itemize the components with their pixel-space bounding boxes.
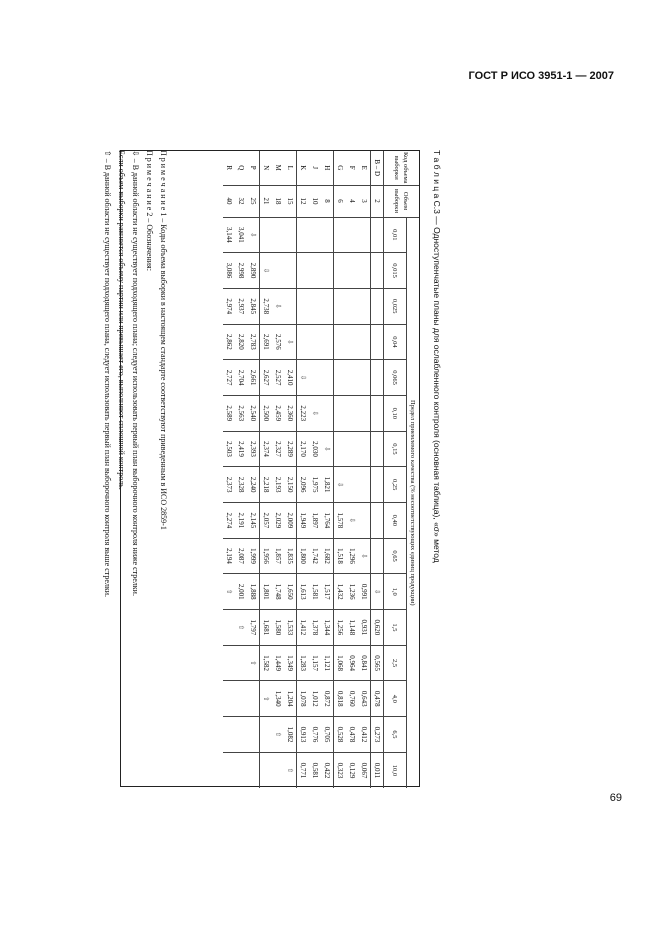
table-cell: 0,011 bbox=[371, 752, 384, 788]
table-cell bbox=[272, 253, 284, 289]
table-cell: 1,517 bbox=[321, 574, 334, 610]
table-cell: 1,956 bbox=[260, 538, 273, 574]
table-cell: 0,964 bbox=[346, 645, 358, 681]
row-sample-size: 32 bbox=[235, 185, 247, 217]
row-code: L bbox=[286, 165, 294, 170]
table-cell bbox=[334, 253, 347, 289]
row-sample-size: 4 bbox=[346, 185, 358, 217]
table-cell bbox=[284, 752, 297, 788]
aql-value: 0,015 bbox=[384, 253, 407, 289]
table-cell: 0,913 bbox=[297, 717, 310, 753]
row-sample-size: 8 bbox=[321, 185, 334, 217]
table-cell bbox=[334, 431, 347, 467]
table-cell: 2,576 bbox=[272, 324, 284, 360]
table-cell bbox=[309, 395, 321, 431]
table-cell bbox=[346, 217, 358, 253]
up-arrow-icon: ⇧ bbox=[249, 660, 257, 667]
table-cell: 1,580 bbox=[272, 610, 284, 646]
table-cell: 0,620 bbox=[371, 610, 384, 646]
table-cell: 2,328 bbox=[235, 467, 247, 503]
table-cell: 2,783 bbox=[247, 324, 260, 360]
table-cell: 1,296 bbox=[346, 538, 358, 574]
note-2: П р и м е ч а н и е 2 – Обозначения: bbox=[145, 150, 154, 271]
row-sample-size: 15 bbox=[284, 185, 297, 217]
table-cell: 1,801 bbox=[260, 574, 273, 610]
table-cell bbox=[223, 681, 235, 717]
row-code: M bbox=[274, 164, 282, 171]
table-cell bbox=[309, 217, 321, 253]
table-cell: 0,528 bbox=[334, 717, 347, 753]
table-cell: 2,503 bbox=[223, 431, 235, 467]
row-code: K bbox=[297, 151, 310, 185]
table-cell bbox=[321, 324, 334, 360]
table-cell bbox=[358, 538, 371, 574]
table-cell: 1,068 bbox=[334, 645, 347, 681]
table-cell: 0,129 bbox=[346, 752, 358, 788]
table-cell bbox=[371, 324, 384, 360]
table-cell: 2,360 bbox=[284, 395, 297, 431]
down-arrow-icon: ⇩ bbox=[348, 517, 356, 524]
table-cell: 2,218 bbox=[260, 467, 273, 503]
table-cell bbox=[371, 288, 384, 324]
document-header: ГОСТ Р ИСО 3951-1 — 2007 bbox=[468, 70, 614, 82]
aql-value: 2,5 bbox=[384, 645, 407, 681]
table-cell: 1,821 bbox=[321, 467, 334, 503]
table-cell: 1,897 bbox=[309, 503, 321, 539]
table-cell: 0,705 bbox=[321, 717, 334, 753]
row-code: H bbox=[323, 165, 331, 171]
aql-value: 0,40 bbox=[384, 503, 407, 539]
table-cell: 0,872 bbox=[321, 681, 334, 717]
aql-value: 0,065 bbox=[384, 360, 407, 396]
aql-value: 4,0 bbox=[384, 681, 407, 717]
table-cell: 2,029 bbox=[272, 503, 284, 539]
table-cell: 1,449 bbox=[272, 645, 284, 681]
table-cell: 2,170 bbox=[297, 431, 310, 467]
table-cell: 0,323 bbox=[334, 752, 347, 788]
table-caption: Т а б л и ц а С.3 — Одноступенчатые планы для ослабленного контроля (основная таблица), «σ» метод bbox=[432, 150, 442, 563]
table-cell: 1,857 bbox=[272, 538, 284, 574]
table-cell bbox=[371, 503, 384, 539]
row-code: E bbox=[360, 165, 368, 170]
table-cell bbox=[346, 324, 358, 360]
table-cell: 1,797 bbox=[247, 610, 260, 646]
table-cell: 0,776 bbox=[309, 717, 321, 753]
table-cell: 1,078 bbox=[297, 681, 310, 717]
aql-value: 6,5 bbox=[384, 717, 407, 753]
table-cell bbox=[346, 431, 358, 467]
table-cell: 2,661 bbox=[247, 360, 260, 396]
table-row bbox=[297, 151, 310, 788]
table-cell: 1,236 bbox=[346, 574, 358, 610]
down-arrow-icon: ⇩ bbox=[262, 267, 270, 274]
table-cell: 2,691 bbox=[260, 324, 273, 360]
table-cell bbox=[272, 752, 284, 788]
table-cell bbox=[297, 360, 310, 396]
table-cell: 2,374 bbox=[260, 431, 273, 467]
table-cell bbox=[272, 217, 284, 253]
table-cell bbox=[223, 752, 235, 788]
col-size-header: Объем выборки bbox=[384, 185, 420, 217]
table-cell bbox=[334, 324, 347, 360]
table-cell bbox=[358, 253, 371, 289]
table-cell: 2,087 bbox=[235, 538, 247, 574]
table-row bbox=[272, 151, 284, 788]
row-sample-size: 12 bbox=[297, 185, 310, 217]
table-cell bbox=[321, 431, 334, 467]
table-cell: 0,422 bbox=[321, 752, 334, 788]
row-sample-size: 10 bbox=[309, 185, 321, 217]
table-cell bbox=[309, 288, 321, 324]
table-cell: 2,890 bbox=[247, 253, 260, 289]
row-code: J bbox=[311, 166, 319, 170]
table-cell bbox=[297, 324, 310, 360]
table-cell bbox=[260, 681, 273, 717]
table-cell bbox=[334, 288, 347, 324]
table-cell: 3,041 bbox=[235, 217, 247, 253]
table-cell bbox=[321, 253, 334, 289]
table-cell: 2,191 bbox=[235, 503, 247, 539]
table-cell: 3,144 bbox=[223, 217, 235, 253]
up-arrow-icon: ⇧ bbox=[286, 767, 294, 774]
table-cell bbox=[371, 467, 384, 503]
table-cell: 0,412 bbox=[358, 717, 371, 753]
up-arrow-icon: ⇧ bbox=[237, 624, 245, 631]
table-cell: 2,289 bbox=[284, 431, 297, 467]
row-sample-size: 40 bbox=[223, 185, 235, 217]
table-cell bbox=[297, 217, 310, 253]
table-cell bbox=[247, 217, 260, 253]
table-cell bbox=[358, 467, 371, 503]
table-cell bbox=[247, 681, 260, 717]
table-cell: 1,148 bbox=[346, 610, 358, 646]
plans-table bbox=[223, 151, 419, 788]
table-cell: 2,563 bbox=[235, 395, 247, 431]
table-cell bbox=[371, 253, 384, 289]
aql-value: 0,01 bbox=[384, 217, 407, 253]
table-row bbox=[346, 151, 358, 788]
table-row bbox=[260, 151, 273, 788]
table-cell: 0,581 bbox=[309, 752, 321, 788]
table-cell: 1,800 bbox=[297, 538, 310, 574]
table-cell bbox=[260, 253, 273, 289]
up-arrow-icon: ⇧ bbox=[262, 695, 270, 702]
table-cell bbox=[358, 395, 371, 431]
table-cell: 2,727 bbox=[223, 360, 235, 396]
table-cell: 1,748 bbox=[272, 574, 284, 610]
down-arrow-icon: ⇩ bbox=[373, 588, 381, 595]
table-cell bbox=[247, 717, 260, 753]
table-cell bbox=[346, 503, 358, 539]
up-arrow-icon: ⇧ bbox=[274, 731, 282, 738]
table-cell: 1,613 bbox=[297, 574, 310, 610]
table-cell: 2,419 bbox=[235, 431, 247, 467]
table-cell: 1,533 bbox=[284, 610, 297, 646]
table-row bbox=[247, 151, 260, 788]
table-cell: 2,193 bbox=[272, 467, 284, 503]
table-cell bbox=[371, 431, 384, 467]
table-cell bbox=[260, 752, 273, 788]
aql-value: 0,15 bbox=[384, 431, 407, 467]
row-sample-size: 2 bbox=[371, 185, 384, 217]
aql-value: 0,04 bbox=[384, 324, 407, 360]
table-cell bbox=[358, 360, 371, 396]
table-cell bbox=[309, 253, 321, 289]
table-cell: 2,738 bbox=[260, 288, 273, 324]
table-cell: 2,527 bbox=[272, 360, 284, 396]
table-cell: 2,974 bbox=[223, 288, 235, 324]
note-down-arrow: ⇩ – В данной области не существует подходящего плана; следует использовать первый план выборочного контроля ниже стрелки. bbox=[131, 150, 140, 596]
table-cell: 2,704 bbox=[235, 360, 247, 396]
aql-value: 0,025 bbox=[384, 288, 407, 324]
table-cell: 2,998 bbox=[235, 253, 247, 289]
table-cell: 2,150 bbox=[284, 467, 297, 503]
table-cell bbox=[334, 395, 347, 431]
table-cell: 0,565 bbox=[371, 645, 384, 681]
aql-value: 0,25 bbox=[384, 467, 407, 503]
table-cell bbox=[358, 217, 371, 253]
table-cell: 1,518 bbox=[334, 538, 347, 574]
table-cell: 2,030 bbox=[309, 431, 321, 467]
table-cell: 2,194 bbox=[223, 538, 235, 574]
table-cell: 1,650 bbox=[284, 574, 297, 610]
table-cell bbox=[272, 717, 284, 753]
table-cell: 1,256 bbox=[334, 610, 347, 646]
table-cell bbox=[334, 360, 347, 396]
table-cell: 2,223 bbox=[297, 395, 310, 431]
aql-value: 1,0 bbox=[384, 574, 407, 610]
table-cell: 2,274 bbox=[223, 503, 235, 539]
table-cell bbox=[371, 538, 384, 574]
table-cell: 0,067 bbox=[358, 752, 371, 788]
table-cell: 2,820 bbox=[235, 324, 247, 360]
note-1: П р и м е ч а н и е 1 – Коды объема выборки в настоящем стандарте соответствуют приведенным в ИСО 2859-1 bbox=[159, 150, 168, 530]
table-cell: 1,283 bbox=[297, 645, 310, 681]
row-code: R bbox=[225, 165, 233, 171]
table-row bbox=[223, 151, 235, 788]
table-cell bbox=[260, 717, 273, 753]
down-arrow-icon: ⇩ bbox=[286, 338, 294, 345]
table-row bbox=[235, 151, 247, 788]
table-cell: 2,096 bbox=[297, 467, 310, 503]
table-cell bbox=[321, 288, 334, 324]
table-cell: 2,145 bbox=[247, 503, 260, 539]
table-cell: 0,273 bbox=[371, 717, 384, 753]
aql-value: 1,5 bbox=[384, 610, 407, 646]
table-cell: 1,578 bbox=[334, 503, 347, 539]
table-cell bbox=[235, 681, 247, 717]
table-cell: 1,582 bbox=[260, 645, 273, 681]
table-cell: 0,478 bbox=[371, 681, 384, 717]
row-sample-size: 18 bbox=[272, 185, 284, 217]
down-arrow-icon: ⇩ bbox=[274, 303, 282, 310]
row-code: P bbox=[249, 165, 257, 170]
table-cell bbox=[309, 324, 321, 360]
table-cell bbox=[235, 752, 247, 788]
table-cell: 2,009 bbox=[284, 503, 297, 539]
table-cell bbox=[235, 610, 247, 646]
table-cell: 2,001 bbox=[235, 574, 247, 610]
table-cell: 2,627 bbox=[260, 360, 273, 396]
table-cell: 1,378 bbox=[309, 610, 321, 646]
table-cell: 1,888 bbox=[247, 574, 260, 610]
table-cell bbox=[260, 217, 273, 253]
table-cell: 0,991 bbox=[358, 574, 371, 610]
table-cell: 1,121 bbox=[321, 645, 334, 681]
down-arrow-icon: ⇩ bbox=[249, 231, 257, 238]
table-cell: 1,412 bbox=[297, 610, 310, 646]
table-cell bbox=[371, 360, 384, 396]
table-cell: 1,157 bbox=[309, 645, 321, 681]
row-code: G bbox=[334, 151, 347, 185]
table-cell bbox=[371, 395, 384, 431]
table-cell bbox=[223, 717, 235, 753]
table-cell bbox=[284, 324, 297, 360]
row-code: F bbox=[348, 165, 356, 170]
table-row bbox=[321, 151, 334, 788]
table-cell bbox=[284, 217, 297, 253]
table-cell bbox=[346, 395, 358, 431]
table-cell: 1,082 bbox=[284, 717, 297, 753]
table-cell: 2,240 bbox=[247, 467, 260, 503]
table-cell: 0,931 bbox=[358, 610, 371, 646]
table-row bbox=[371, 151, 384, 788]
table-cell: 2,845 bbox=[247, 288, 260, 324]
table-cell: 1,949 bbox=[297, 503, 310, 539]
aql-value: 0,10 bbox=[384, 395, 407, 431]
table-cell bbox=[223, 574, 235, 610]
table-cell: 1,835 bbox=[284, 538, 297, 574]
table-cell: 2,459 bbox=[272, 395, 284, 431]
table-cell: 2,540 bbox=[247, 395, 260, 431]
table-cell: 1,349 bbox=[284, 645, 297, 681]
table-cell: 2,589 bbox=[223, 395, 235, 431]
row-sample-size: 25 bbox=[247, 185, 260, 217]
table-cell: 1,204 bbox=[284, 681, 297, 717]
down-arrow-icon: ⇩ bbox=[299, 374, 307, 381]
table-cell bbox=[346, 360, 358, 396]
down-arrow-icon: ⇩ bbox=[336, 481, 344, 488]
table-cell bbox=[334, 467, 347, 503]
table-cell: 2,327 bbox=[272, 431, 284, 467]
table-cell bbox=[321, 395, 334, 431]
table-cell bbox=[284, 253, 297, 289]
table-cell: 0,643 bbox=[358, 681, 371, 717]
table-cell: 0,771 bbox=[297, 752, 310, 788]
table-cell: 1,742 bbox=[309, 538, 321, 574]
page-number: 69 bbox=[609, 792, 622, 804]
table-cell: 2,410 bbox=[284, 360, 297, 396]
table-cell bbox=[223, 645, 235, 681]
table-cell bbox=[371, 574, 384, 610]
table-cell: 1,764 bbox=[321, 503, 334, 539]
table-row bbox=[358, 151, 371, 788]
table-cell: 1,681 bbox=[260, 610, 273, 646]
up-arrow-icon: ⇧ bbox=[225, 588, 233, 595]
table-cell: 1,344 bbox=[321, 610, 334, 646]
table-cell bbox=[346, 467, 358, 503]
table-cell bbox=[334, 217, 347, 253]
table-cell bbox=[247, 752, 260, 788]
table-cell: 2,500 bbox=[260, 395, 273, 431]
rotated-table-block bbox=[80, 150, 442, 787]
table-cell bbox=[358, 288, 371, 324]
table-cell: 0,841 bbox=[358, 645, 371, 681]
table-cell bbox=[235, 645, 247, 681]
aql-value: 0,65 bbox=[384, 538, 407, 574]
table-cell: 2,393 bbox=[247, 431, 260, 467]
table-cell: 2,937 bbox=[235, 288, 247, 324]
down-arrow-icon: ⇩ bbox=[311, 410, 319, 417]
table-cell bbox=[297, 253, 310, 289]
table-cell: 2,373 bbox=[223, 467, 235, 503]
notes-block bbox=[100, 150, 170, 787]
table-cell bbox=[284, 288, 297, 324]
table-cell: 1,340 bbox=[272, 681, 284, 717]
note-full-inspection: Если объем выборки равняется объему партии или превышает его, выполняют сплошной контроль. bbox=[117, 150, 126, 490]
table-cell bbox=[223, 610, 235, 646]
table-cell bbox=[346, 288, 358, 324]
table-cell bbox=[321, 217, 334, 253]
table-cell: 1,999 bbox=[247, 538, 260, 574]
table-cell bbox=[358, 503, 371, 539]
table-cell: 1,975 bbox=[309, 467, 321, 503]
row-sample-size: 6 bbox=[334, 185, 347, 217]
table-cell: 1,012 bbox=[309, 681, 321, 717]
aql-value: 10,0 bbox=[384, 752, 407, 788]
table-cell bbox=[346, 253, 358, 289]
row-sample-size: 21 bbox=[260, 185, 273, 217]
table-cell bbox=[247, 645, 260, 681]
row-sample-size: 3 bbox=[358, 185, 371, 217]
aql-header: Предел приемлемого качества (% несоответствующих единиц продукции) bbox=[407, 217, 420, 788]
table-cell: 1,682 bbox=[321, 538, 334, 574]
table-cell: 1,432 bbox=[334, 574, 347, 610]
table-cell: 1,581 bbox=[309, 574, 321, 610]
table-cell bbox=[235, 717, 247, 753]
table-cell: 0,760 bbox=[346, 681, 358, 717]
row-code: Q bbox=[237, 165, 245, 171]
table-cell bbox=[358, 324, 371, 360]
table-cell: 0,478 bbox=[346, 717, 358, 753]
row-code: B – D bbox=[371, 151, 384, 185]
table-row bbox=[284, 151, 297, 788]
table-row bbox=[334, 151, 347, 788]
table-cell bbox=[321, 360, 334, 396]
down-arrow-icon: ⇩ bbox=[360, 553, 368, 559]
table-cell bbox=[272, 288, 284, 324]
row-code: N bbox=[260, 151, 273, 185]
table-cell bbox=[358, 431, 371, 467]
table-cell bbox=[371, 217, 384, 253]
down-arrow-icon: ⇩ bbox=[323, 446, 331, 452]
table-cell: 2,057 bbox=[260, 503, 273, 539]
table-cell bbox=[309, 360, 321, 396]
table-cell: 0,818 bbox=[334, 681, 347, 717]
table-row bbox=[309, 151, 321, 788]
note-up-arrow: ⇧ – В данной области не существует подходящего плана, следует использовать первый план выборочного контроля выше стрелки. bbox=[103, 150, 112, 598]
col-code-header: Код объема выборки bbox=[384, 151, 420, 185]
table-cell bbox=[297, 288, 310, 324]
table-cell: 2,862 bbox=[223, 324, 235, 360]
table-cell: 3,086 bbox=[223, 253, 235, 289]
